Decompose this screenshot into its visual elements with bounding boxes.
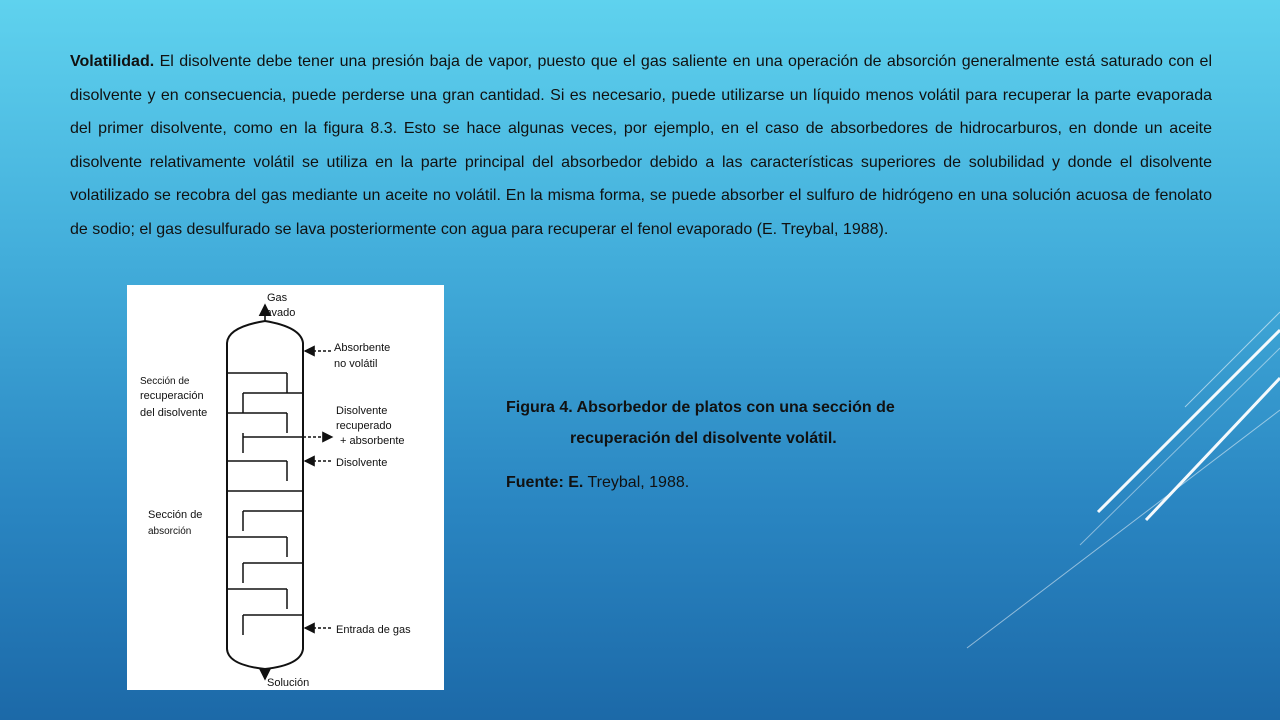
label-recuperacion: recuperación	[140, 390, 204, 402]
label-disolvente: Disolvente	[336, 457, 388, 469]
paragraph-body: El disolvente debe tener una presión baja de vapor, puesto que el gas saliente en una operación de absorción generalmente está saturado con el disolvente y en consecuencia, puede perderse una gran cantidad. Si es necesario, puede utilizarse un líquido menos volátil para recuperar la parte evaporada del primer disolvente, como en la figura 8.3. Esto se hace algunas veces, por ejemplo, en el caso de absorbedores de hidrocarburos, en donde un aceite disolvente relativamente volátil se utiliza en la parte principal del absorbedor debido a las características superiores de solubilidad y donde el disolvente volatilizado se recobra del gas mediante un aceite no volátil. En la misma forma, se puede absorber el sulfuro de hidrógeno en una solución acuosa de fenolato de sodio; el gas desulfurado se lava posteriormente con agua para recuperar el fenol evaporado (E. Treybal, 1988).	[70, 53, 1212, 238]
absorber-diagram	[127, 285, 444, 690]
label-del-disolvente: del disolvente	[140, 407, 208, 419]
volatility-paragraph	[70, 45, 1212, 246]
recovery-trays	[227, 373, 303, 481]
absorber-figure	[127, 285, 444, 690]
label-gas: Gas	[267, 292, 288, 304]
source-text: Treybal, 1988.	[583, 474, 690, 491]
label-no-volatil: no volátil	[334, 358, 378, 370]
source-label: Fuente: E.	[506, 474, 584, 491]
label-lavado: lavado	[263, 307, 296, 319]
label-recuperado: recuperado	[336, 420, 392, 432]
caption-source	[506, 471, 976, 495]
label-mas-absorbente: + absorbente	[340, 435, 405, 447]
label-absorcion: absorción	[148, 526, 192, 537]
paragraph-title: Volatilidad.	[70, 53, 155, 70]
label-seccion-rec: Sección de	[140, 376, 190, 387]
caption-line-1: Figura 4. Absorbedor de platos con una sección de	[506, 399, 895, 416]
label-disolvente-rec: Disolvente	[336, 405, 388, 417]
label-seccion-abs: Sección de	[148, 509, 203, 521]
figure-caption	[506, 394, 976, 495]
label-solucion: Solución	[267, 677, 310, 689]
caption-line-2: recuperación del disolvente volátil.	[570, 430, 837, 447]
label-entrada-gas: Entrada de gas	[336, 624, 411, 636]
absorption-trays	[227, 511, 303, 635]
label-absorbente: Absorbente	[334, 342, 391, 354]
